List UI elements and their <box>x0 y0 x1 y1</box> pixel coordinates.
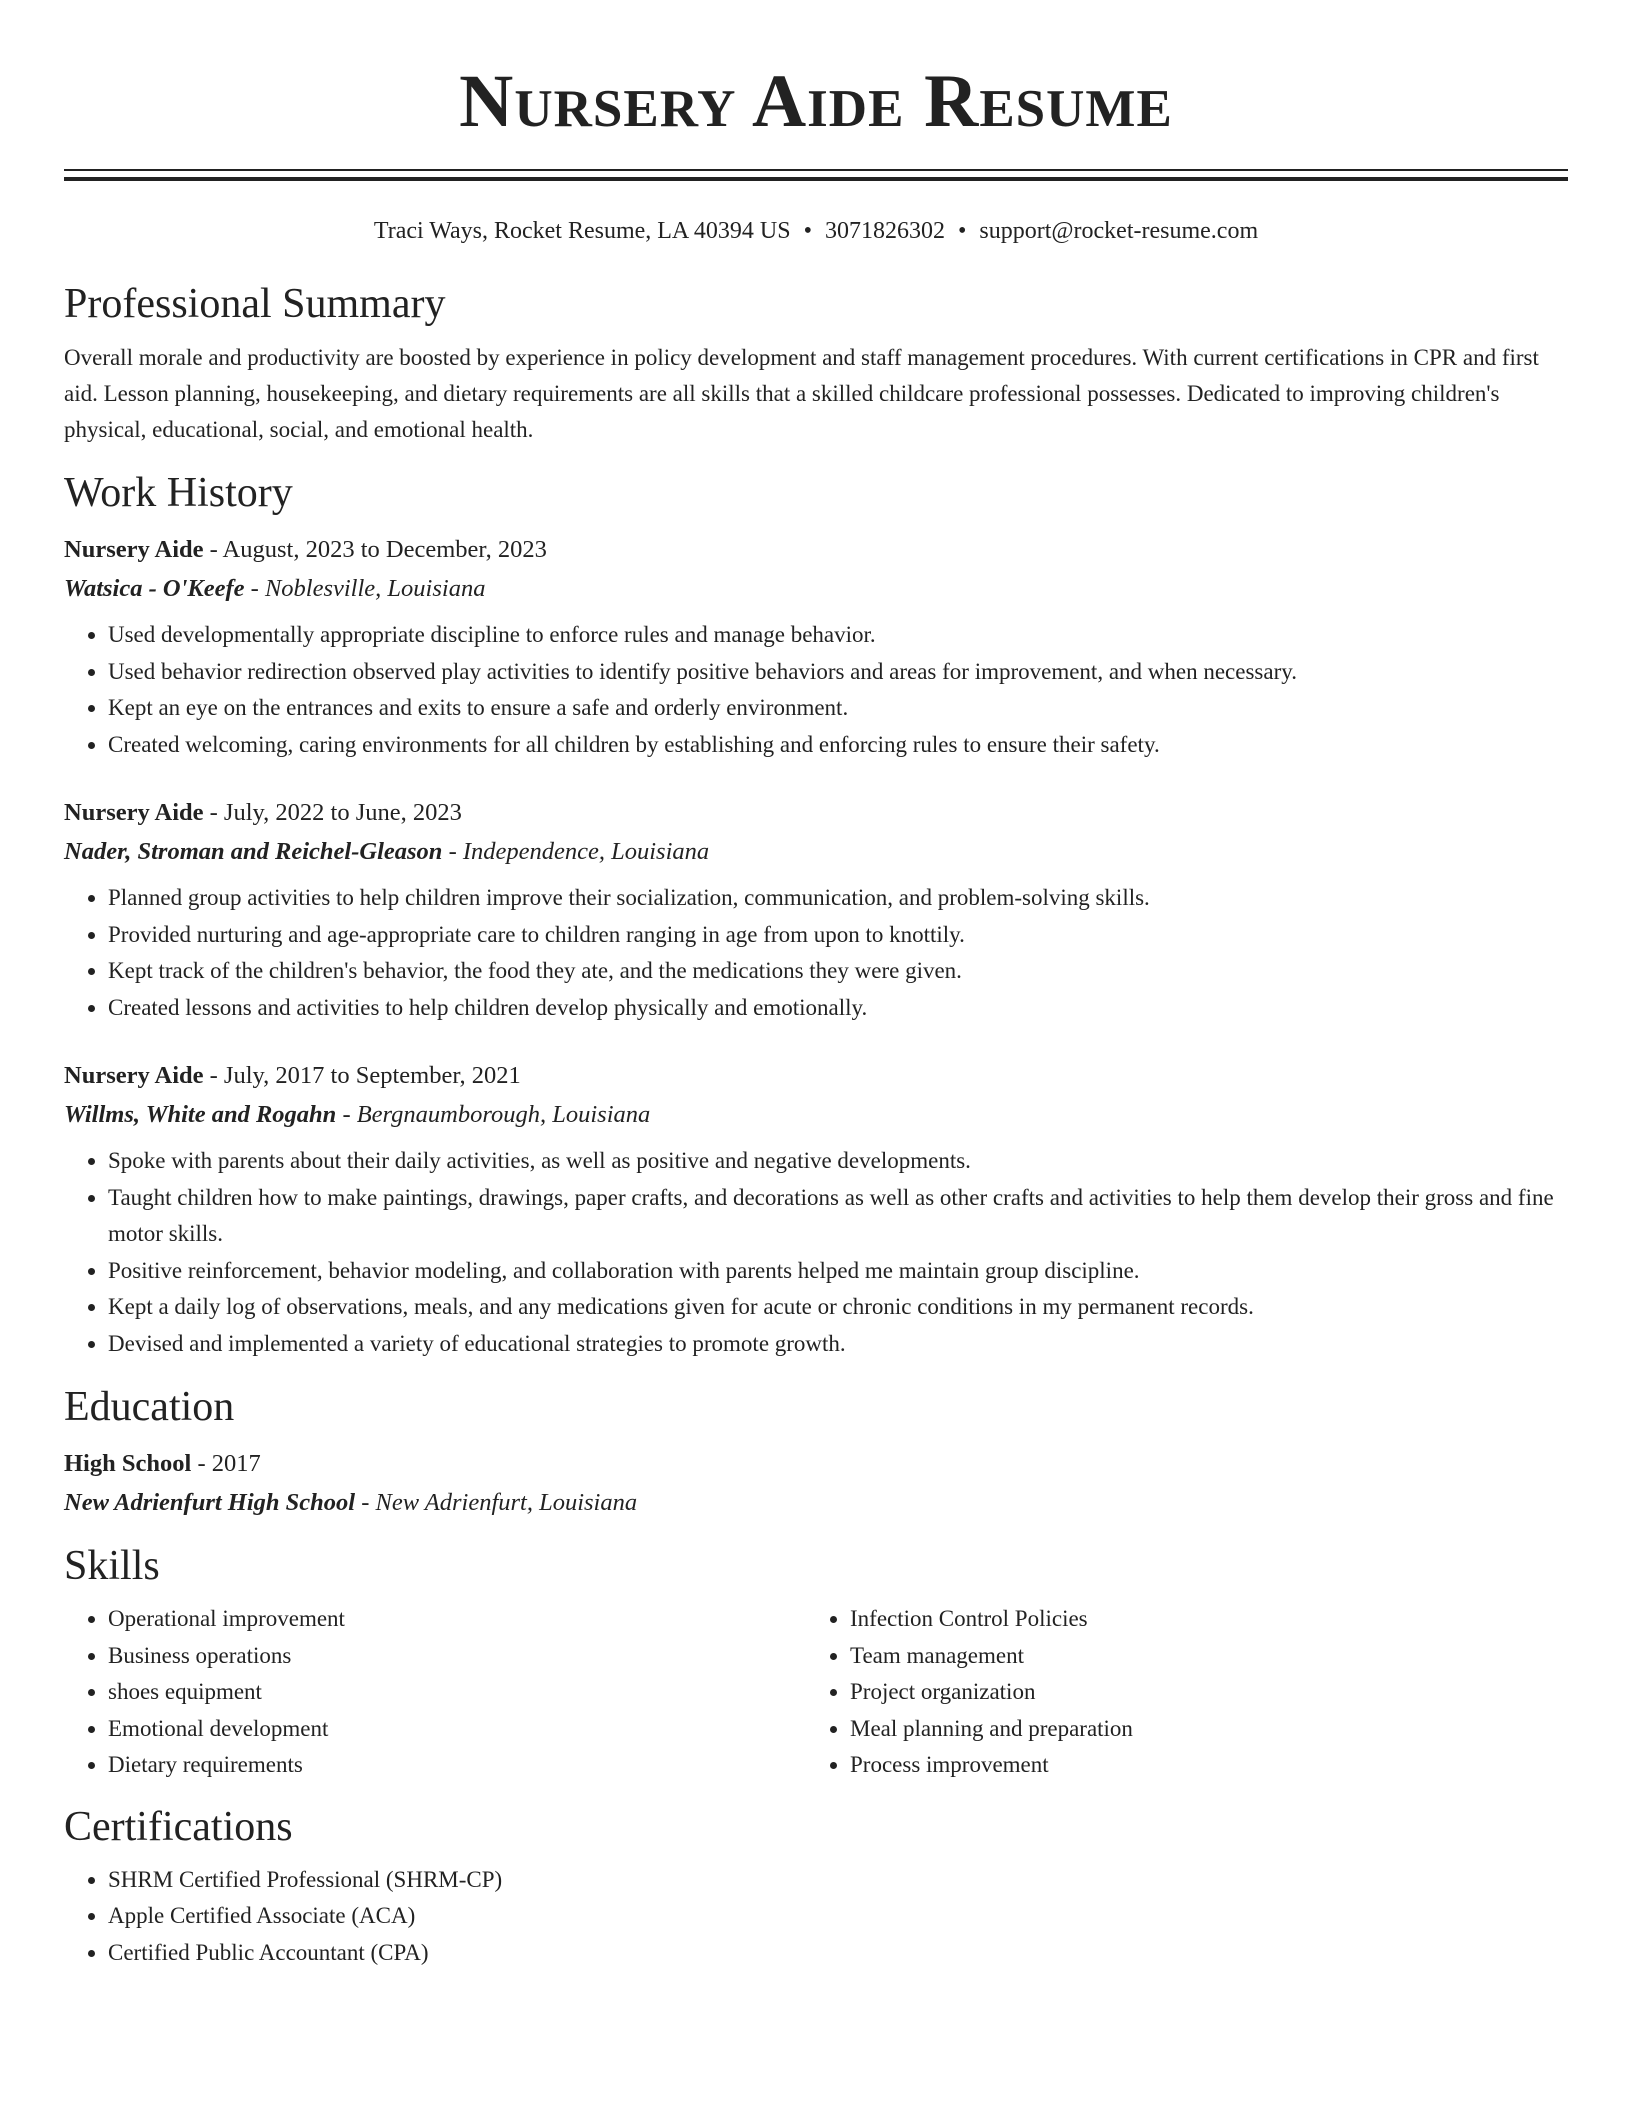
list-item: • Created lessons and activities to help children develop physically and emotionally. <box>108 990 1568 1027</box>
job-location: - Noblesville, Louisiana <box>244 575 486 602</box>
list-item: • Positive reinforcement, behavior modeling, and collaboration with parents helped me maintain group discipline. <box>108 1253 1568 1290</box>
certifications-heading: Certifications <box>64 1803 293 1850</box>
work-history-heading: Work History <box>64 470 293 516</box>
job-entry <box>64 1057 1568 1362</box>
contact-separator: • <box>803 218 813 244</box>
skill-item: • Infection Control Policies <box>850 1601 1548 1638</box>
skills-column-right <box>806 1601 1548 1784</box>
job-title: Nursery Aide <box>64 1062 204 1089</box>
title-rule-thick <box>64 177 1568 181</box>
education-degree: High School <box>64 1450 192 1477</box>
skill-item: • Project organization <box>850 1674 1548 1711</box>
job-entry <box>64 794 1568 1026</box>
education-school-line <box>64 1483 1568 1523</box>
job-heading <box>64 794 1568 832</box>
skill-item: • shoes equipment <box>108 1674 806 1711</box>
education-heading: Education <box>64 1384 235 1430</box>
job-company: Willms, White and Rogahn <box>64 1101 337 1128</box>
list-item: • Devised and implemented a variety of educational strategies to promote growth. <box>108 1326 1568 1363</box>
contact-phone: 3071826302 <box>825 218 946 244</box>
job-dates: - August, 2023 to December, 2023 <box>203 536 547 563</box>
job-entry <box>64 531 1568 763</box>
job-dates: - July, 2017 to September, 2021 <box>203 1062 521 1089</box>
list-item: • Kept track of the children's behavior, the food they ate, and the medications they were given. <box>108 953 1568 990</box>
job-dates: - July, 2022 to June, 2023 <box>203 799 462 826</box>
list-item: • Kept an eye on the entrances and exits to ensure a safe and orderly environment. <box>108 690 1568 727</box>
job-company: Watsica - O'Keefe <box>64 575 245 602</box>
list-item: • Taught children how to make paintings, drawings, paper crafts, and decorations as well as other crafts and activities to help them develop their gross and fine motor skills. <box>108 1180 1568 1253</box>
certifications-list <box>64 1862 1568 1972</box>
job-bullets <box>64 880 1568 1026</box>
education-year: - 2017 <box>191 1450 261 1477</box>
skill-item: • Meal planning and preparation <box>850 1711 1548 1748</box>
list-item: • Kept a daily log of observations, meals, and any medications given for acute or chronic conditions in my permanent records. <box>108 1289 1568 1326</box>
list-item: • Created welcoming, caring environments for all children by establishing and enforcing rules to ensure their safety. <box>108 727 1568 764</box>
contact-line <box>64 216 1568 246</box>
skills-grid <box>64 1601 1568 1784</box>
skills-heading: Skills <box>64 1543 160 1589</box>
job-heading <box>64 531 1568 569</box>
list-item: • Used behavior redirection observed play activities to identify positive behaviors and areas for improvement, and when necessary. <box>108 654 1568 691</box>
list-item: • Used developmentally appropriate discipline to enforce rules and manage behavior. <box>108 617 1568 654</box>
job-bullets <box>64 1143 1568 1362</box>
certification-item: • SHRM Certified Professional (SHRM-CP) <box>108 1862 1568 1899</box>
job-employer <box>64 1095 1568 1135</box>
job-title: Nursery Aide <box>64 536 204 563</box>
job-heading <box>64 1057 1568 1095</box>
title-rule-thin <box>64 169 1568 171</box>
skills-list <box>64 1601 806 1784</box>
skills-list <box>806 1601 1548 1784</box>
skill-item: • Dietary requirements <box>108 1747 806 1784</box>
list-item: • Spoke with parents about their daily activities, as well as positive and negative developments. <box>108 1143 1568 1180</box>
skill-item: • Emotional development <box>108 1711 806 1748</box>
contact-address: Traci Ways, Rocket Resume, LA 40394 US <box>373 218 791 244</box>
job-company: Nader, Stroman and Reichel-Gleason <box>64 838 443 865</box>
skill-item: • Business operations <box>108 1638 806 1675</box>
certification-item: • Certified Public Accountant (CPA) <box>108 1935 1568 1972</box>
skill-item: • Process improvement <box>850 1747 1548 1784</box>
certification-item: • Apple Certified Associate (ACA) <box>108 1898 1568 1935</box>
job-title: Nursery Aide <box>64 799 204 826</box>
job-location: - Bergnaumborough, Louisiana <box>336 1101 651 1128</box>
contact-separator: • <box>958 218 967 244</box>
skill-item: • Team management <box>850 1638 1548 1675</box>
skills-column-left <box>64 1601 806 1784</box>
summary-text: Overall morale and productivity are boosted by experience in policy development and staff management procedures. With current certifications in CPR and first aid. Lesson planning, housekeeping, and dietary requirements are all skills that a skilled childcare professional possesses. Dedicated to improving children's physical, educational, social, and emotional health. <box>64 345 1539 442</box>
job-employer <box>64 569 1568 609</box>
job-location: - Independence, Louisiana <box>442 838 710 865</box>
list-item: • Planned group activities to help children improve their socialization, communication, and problem-solving skills. <box>108 880 1568 917</box>
education-entry <box>64 1445 1568 1523</box>
job-bullets <box>64 617 1568 763</box>
list-item: • Provided nurturing and age-appropriate care to children ranging in age from upon to knottily. <box>108 917 1568 954</box>
education-school: New Adrienfurt High School <box>64 1489 356 1516</box>
page-title: Nursery Aide Resume <box>459 60 1173 143</box>
contact-email: support@rocket-resume.com <box>979 218 1259 244</box>
education-location: - New Adrienfurt, Louisiana <box>355 1489 638 1516</box>
job-employer <box>64 832 1568 872</box>
skill-item: • Operational improvement <box>108 1601 806 1638</box>
summary-heading: Professional Summary <box>64 281 446 327</box>
education-heading-line <box>64 1445 1568 1483</box>
